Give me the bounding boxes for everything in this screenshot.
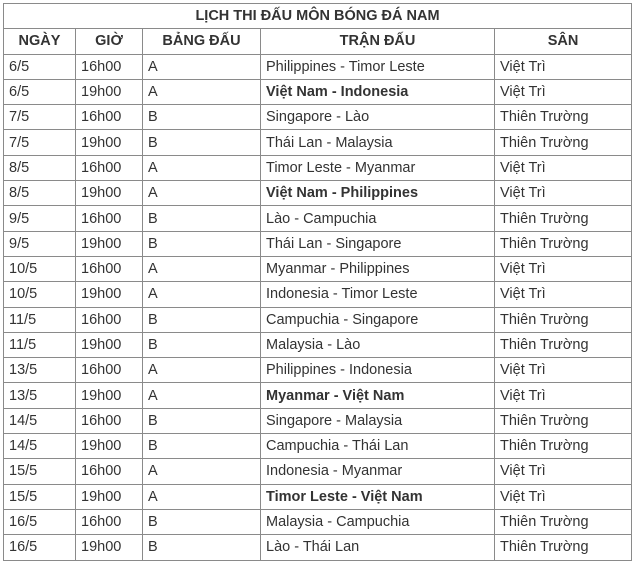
cell-match: Singapore - Malaysia <box>261 408 495 433</box>
cell-time: 16h00 <box>76 307 143 332</box>
cell-time: 19h00 <box>76 434 143 459</box>
cell-group: B <box>143 434 261 459</box>
cell-match: Campuchia - Thái Lan <box>261 434 495 459</box>
table-row <box>4 105 632 130</box>
cell-venue: Thiên Trường <box>495 105 632 130</box>
header-date: NGÀY <box>4 29 76 54</box>
cell-date: 9/5 <box>4 206 76 231</box>
cell-match: Việt Nam - Philippines <box>261 181 495 206</box>
cell-venue: Việt Trì <box>495 459 632 484</box>
cell-match: Thái Lan - Malaysia <box>261 130 495 155</box>
table-row <box>4 181 632 206</box>
cell-time: 16h00 <box>76 256 143 281</box>
header-time: GIỜ <box>76 29 143 54</box>
cell-match: Singapore - Lào <box>261 105 495 130</box>
cell-date: 8/5 <box>4 181 76 206</box>
cell-venue: Thiên Trường <box>495 130 632 155</box>
table-row <box>4 307 632 332</box>
cell-match: Indonesia - Timor Leste <box>261 282 495 307</box>
cell-date: 8/5 <box>4 155 76 180</box>
table-row <box>4 484 632 509</box>
table-row <box>4 79 632 104</box>
table-row <box>4 130 632 155</box>
table-row <box>4 332 632 357</box>
cell-time: 19h00 <box>76 535 143 560</box>
schedule-body <box>4 54 632 560</box>
cell-venue: Thiên Trường <box>495 509 632 534</box>
cell-group: A <box>143 282 261 307</box>
cell-group: B <box>143 231 261 256</box>
cell-date: 15/5 <box>4 459 76 484</box>
cell-time: 19h00 <box>76 282 143 307</box>
cell-match: Timor Leste - Việt Nam <box>261 484 495 509</box>
cell-match: Philippines - Timor Leste <box>261 54 495 79</box>
cell-match: Myanmar - Philippines <box>261 256 495 281</box>
cell-time: 19h00 <box>76 332 143 357</box>
cell-group: B <box>143 206 261 231</box>
cell-match: Việt Nam - Indonesia <box>261 79 495 104</box>
cell-match: Lào - Thái Lan <box>261 535 495 560</box>
cell-group: A <box>143 181 261 206</box>
cell-group: A <box>143 54 261 79</box>
cell-venue: Việt Trì <box>495 484 632 509</box>
table-row <box>4 256 632 281</box>
table-title: LỊCH THI ĐẤU MÔN BÓNG ĐÁ NAM <box>4 4 632 29</box>
cell-match: Campuchia - Singapore <box>261 307 495 332</box>
cell-venue: Thiên Trường <box>495 332 632 357</box>
cell-group: A <box>143 484 261 509</box>
cell-venue: Việt Trì <box>495 181 632 206</box>
cell-venue: Thiên Trường <box>495 307 632 332</box>
cell-date: 13/5 <box>4 358 76 383</box>
cell-date: 6/5 <box>4 54 76 79</box>
cell-match: Timor Leste - Myanmar <box>261 155 495 180</box>
cell-date: 15/5 <box>4 484 76 509</box>
cell-venue: Thiên Trường <box>495 206 632 231</box>
header-match: TRẬN ĐẤU <box>261 29 495 54</box>
header-row <box>4 29 632 54</box>
cell-time: 16h00 <box>76 54 143 79</box>
cell-time: 16h00 <box>76 408 143 433</box>
cell-date: 9/5 <box>4 231 76 256</box>
cell-time: 19h00 <box>76 181 143 206</box>
cell-venue: Thiên Trường <box>495 231 632 256</box>
cell-date: 11/5 <box>4 332 76 357</box>
table-row <box>4 459 632 484</box>
cell-date: 6/5 <box>4 79 76 104</box>
cell-group: B <box>143 408 261 433</box>
cell-match: Lào - Campuchia <box>261 206 495 231</box>
cell-date: 7/5 <box>4 105 76 130</box>
table-row <box>4 509 632 534</box>
cell-group: A <box>143 358 261 383</box>
cell-time: 16h00 <box>76 459 143 484</box>
cell-time: 19h00 <box>76 484 143 509</box>
cell-time: 19h00 <box>76 231 143 256</box>
cell-time: 19h00 <box>76 79 143 104</box>
cell-group: A <box>143 79 261 104</box>
table-row <box>4 408 632 433</box>
cell-venue: Thiên Trường <box>495 434 632 459</box>
cell-group: B <box>143 130 261 155</box>
table-row <box>4 434 632 459</box>
cell-date: 16/5 <box>4 535 76 560</box>
cell-match: Philippines - Indonesia <box>261 358 495 383</box>
cell-match: Malaysia - Lào <box>261 332 495 357</box>
cell-time: 16h00 <box>76 206 143 231</box>
cell-match: Malaysia - Campuchia <box>261 509 495 534</box>
cell-date: 7/5 <box>4 130 76 155</box>
cell-time: 16h00 <box>76 155 143 180</box>
cell-date: 13/5 <box>4 383 76 408</box>
title-row <box>4 4 632 29</box>
cell-group: B <box>143 105 261 130</box>
cell-time: 19h00 <box>76 130 143 155</box>
cell-venue: Thiên Trường <box>495 535 632 560</box>
cell-group: B <box>143 332 261 357</box>
header-venue: SÂN <box>495 29 632 54</box>
table-row <box>4 206 632 231</box>
cell-date: 11/5 <box>4 307 76 332</box>
cell-venue: Thiên Trường <box>495 408 632 433</box>
table-row <box>4 282 632 307</box>
cell-group: B <box>143 509 261 534</box>
cell-date: 16/5 <box>4 509 76 534</box>
cell-date: 14/5 <box>4 408 76 433</box>
cell-venue: Việt Trì <box>495 383 632 408</box>
table-row <box>4 155 632 180</box>
cell-match: Thái Lan - Singapore <box>261 231 495 256</box>
cell-venue: Việt Trì <box>495 358 632 383</box>
cell-time: 16h00 <box>76 105 143 130</box>
cell-match: Indonesia - Myanmar <box>261 459 495 484</box>
table-row <box>4 358 632 383</box>
cell-match: Myanmar - Việt Nam <box>261 383 495 408</box>
cell-venue: Việt Trì <box>495 79 632 104</box>
cell-group: B <box>143 307 261 332</box>
cell-time: 16h00 <box>76 358 143 383</box>
table-row <box>4 535 632 560</box>
cell-group: A <box>143 256 261 281</box>
header-group: BẢNG ĐẤU <box>143 29 261 54</box>
table-row <box>4 54 632 79</box>
cell-date: 14/5 <box>4 434 76 459</box>
cell-venue: Việt Trì <box>495 155 632 180</box>
cell-venue: Việt Trì <box>495 256 632 281</box>
cell-date: 10/5 <box>4 282 76 307</box>
cell-venue: Việt Trì <box>495 54 632 79</box>
cell-venue: Việt Trì <box>495 282 632 307</box>
cell-group: B <box>143 535 261 560</box>
table-row <box>4 231 632 256</box>
cell-time: 19h00 <box>76 383 143 408</box>
cell-group: A <box>143 459 261 484</box>
cell-time: 16h00 <box>76 509 143 534</box>
schedule-table <box>3 3 632 561</box>
cell-date: 10/5 <box>4 256 76 281</box>
cell-group: A <box>143 155 261 180</box>
table-row <box>4 383 632 408</box>
cell-group: A <box>143 383 261 408</box>
